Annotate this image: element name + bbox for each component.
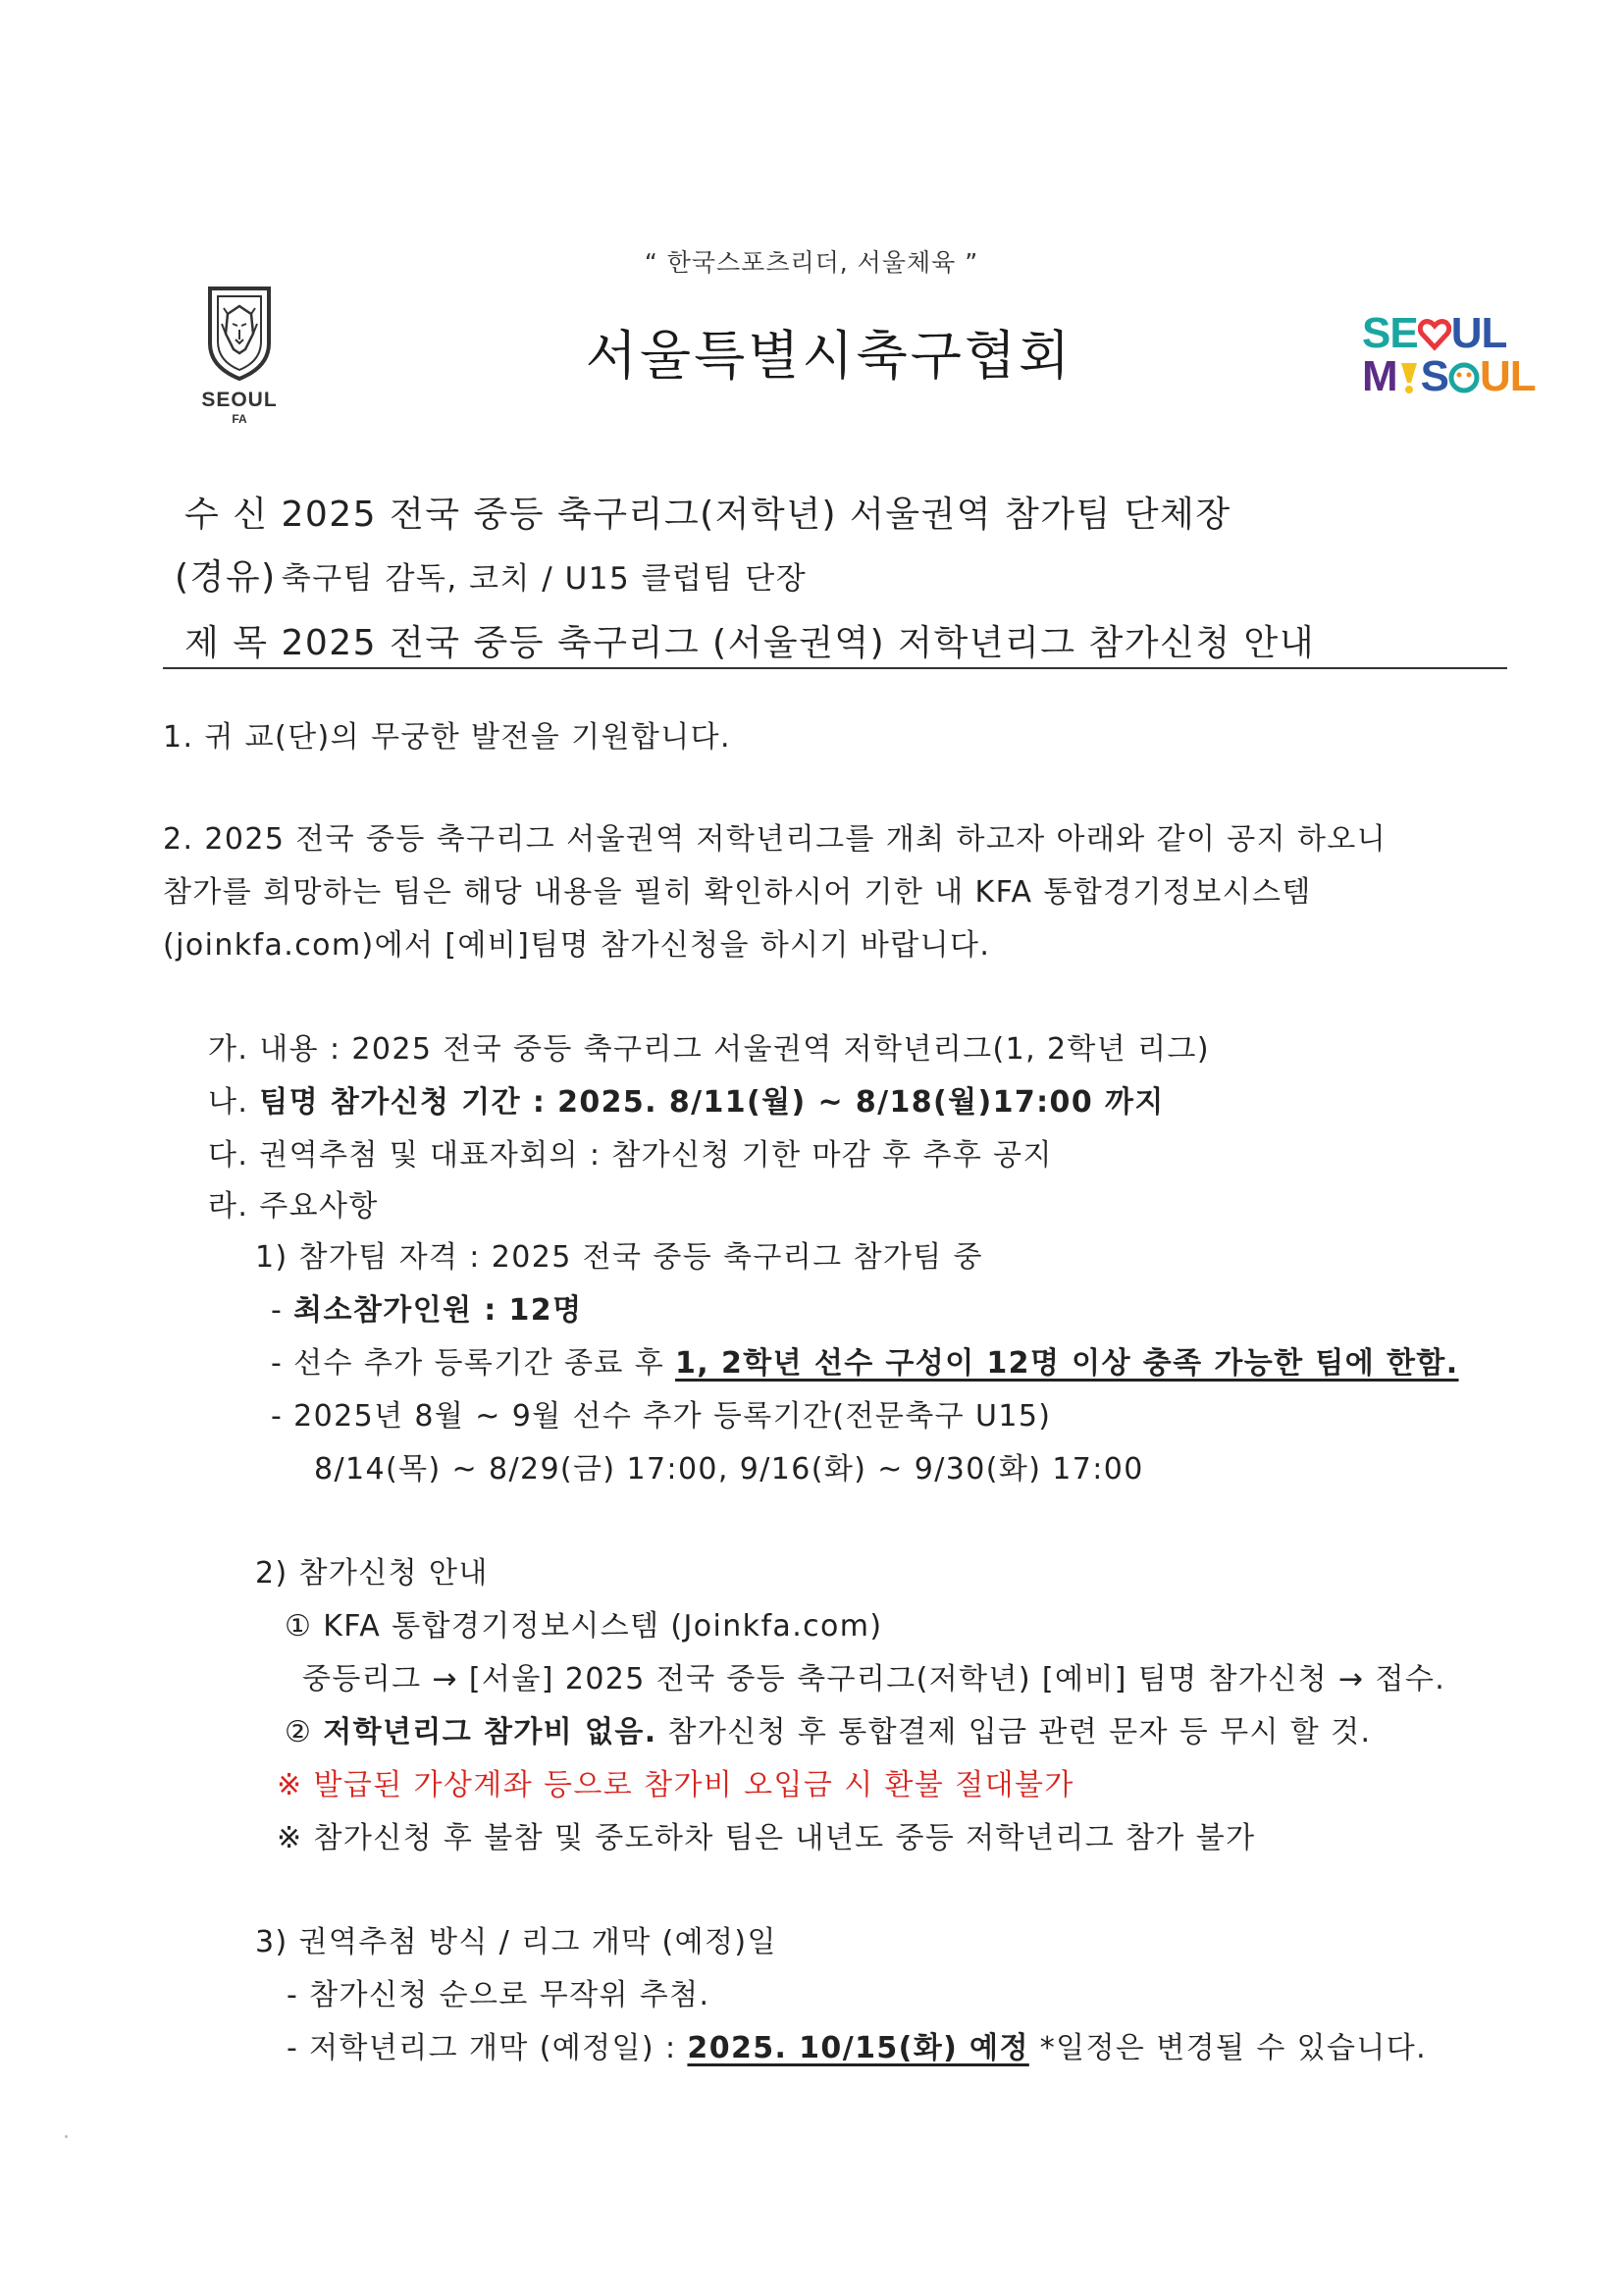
recipient-line: 수 신 2025 전국 중등 축구리그(저학년) 서울권역 참가팀 단체장 <box>184 495 1231 535</box>
opening-date-note: *일정은 변경될 수 있습니다. <box>1028 2031 1428 2065</box>
withdrawal-notice: ※ 참가신청 후 불참 및 중도하차 팀은 내년도 중등 저학년리그 참가 불가 <box>277 1821 1256 1855</box>
scan-speck <box>65 2135 68 2138</box>
paragraph-2-line-1: 2. 2025 전국 중등 축구리그 서울권역 저학년리그를 개최 하고자 아래와 같이 공지 하오니 <box>163 822 1387 857</box>
step-2-text: 참가신청 후 통합결제 입금 관련 문자 등 무시 할 것. <box>656 1715 1372 1749</box>
eligibility-line <box>271 1338 1459 1382</box>
item-da: 다. 권역추첨 및 대표자회의 : 참가신청 기한 마감 후 추후 공지 <box>208 1138 1053 1173</box>
via-label: (경유) <box>175 557 277 598</box>
step-1: ① KFA 통합경기정보시스템 (Joinkfa.com) <box>285 1609 883 1644</box>
item-na <box>208 1077 1165 1121</box>
section-3-title: 3) 권역추첨 방식 / 리그 개막 (예정)일 <box>255 1925 777 1959</box>
draw-method: - 참가신청 순으로 무작위 추첨. <box>287 1978 710 2012</box>
application-period: 팀명 참가신청 기간 : 2025. 8/11(월) ~ 8/18(월)17:00 까지 <box>259 1085 1165 1120</box>
logo-text-s: S <box>1420 352 1449 400</box>
opening-date: 2025. 10/15(화) 예정 <box>687 2031 1029 2065</box>
via-line <box>175 549 807 600</box>
paragraph-2-line-3: (joinkfa.com)에서 [예비]팀명 참가신청을 하시기 바랍니다. <box>163 928 991 963</box>
logo-text-ul: UL <box>1450 309 1507 357</box>
organization-title: 서울특별시축구협회 <box>585 325 1073 387</box>
paragraph-2-line-2: 참가를 희망하는 팀은 해당 내용을 필히 확인하시어 기한 내 KFA 통합경기정보시스템 <box>163 875 1312 910</box>
subject-line: 제 목 2025 전국 중등 축구리그 (서울권역) 저학년리그 참가신청 안내 <box>184 623 1316 663</box>
section-1-title: 1) 참가팀 자격 : 2025 전국 중등 축구리그 참가팀 중 <box>255 1240 983 1275</box>
opening-date-prefix: - 저학년리그 개막 (예정일) : <box>287 2031 688 2065</box>
item-ra: 라. 주요사항 <box>208 1189 379 1224</box>
logo-text-se: SE <box>1362 309 1418 357</box>
logo-text-ul-2: UL <box>1480 352 1536 400</box>
section-2-title: 2) 참가신청 안내 <box>255 1556 489 1591</box>
logo-text-m: M <box>1362 352 1397 400</box>
fa-logo-text-seoul: SEOUL <box>201 389 278 411</box>
exclamation-icon <box>1397 361 1421 394</box>
paragraph-1: 1. 귀 교(단)의 무궁한 발전을 기원합니다. <box>163 720 731 755</box>
item-ga: 가. 내용 : 2025 전국 중등 축구리그 서울권역 저학년리그(1, 2학년 리그) <box>208 1032 1210 1067</box>
step-2-line <box>285 1707 1371 1750</box>
registration-dates: 8/14(목) ~ 8/29(금) 17:00, 9/16(화) ~ 9/30(화) 17:00 <box>314 1452 1144 1487</box>
step-2-prefix: ② <box>285 1715 324 1749</box>
seoul-my-soul-logo <box>1362 309 1536 400</box>
heart-icon <box>1418 318 1451 351</box>
header-divider <box>163 667 1507 669</box>
no-entry-fee: 저학년리그 참가비 없음. <box>323 1715 657 1749</box>
step-1-path: 중등리그 → [서울] 2025 전국 중등 축구리그(저학년) [예비] 팀명 참가신청 → 접수. <box>302 1662 1446 1696</box>
item-na-prefix: 나. <box>208 1085 260 1120</box>
opening-date-line <box>287 2023 1427 2066</box>
eligibility-condition: 1, 2학년 선수 구성이 12명 이상 충족 가능한 팀에 한함. <box>675 1346 1459 1381</box>
smile-icon <box>1448 361 1480 394</box>
registration-period-line: - 2025년 8월 ~ 9월 선수 추가 등록기간(전문축구 U15) <box>271 1399 1052 1434</box>
fa-logo-text-fa: FA <box>232 412 247 426</box>
eligibility-prefix: - 선수 추가 등록기간 종료 후 <box>271 1346 676 1381</box>
min-players-line <box>271 1285 582 1329</box>
via-text: 축구팀 감독, 코치 / U15 클럽팀 단장 <box>281 561 808 597</box>
refund-warning: ※ 발급된 가상계좌 등으로 참가비 오입금 시 환불 절대불가 <box>277 1768 1074 1802</box>
min-players-prefix: - <box>271 1293 294 1328</box>
min-players: 최소참가인원 : 12명 <box>293 1293 583 1328</box>
slogan: “ 한국스포츠리더, 서울체육 ” <box>644 248 979 277</box>
